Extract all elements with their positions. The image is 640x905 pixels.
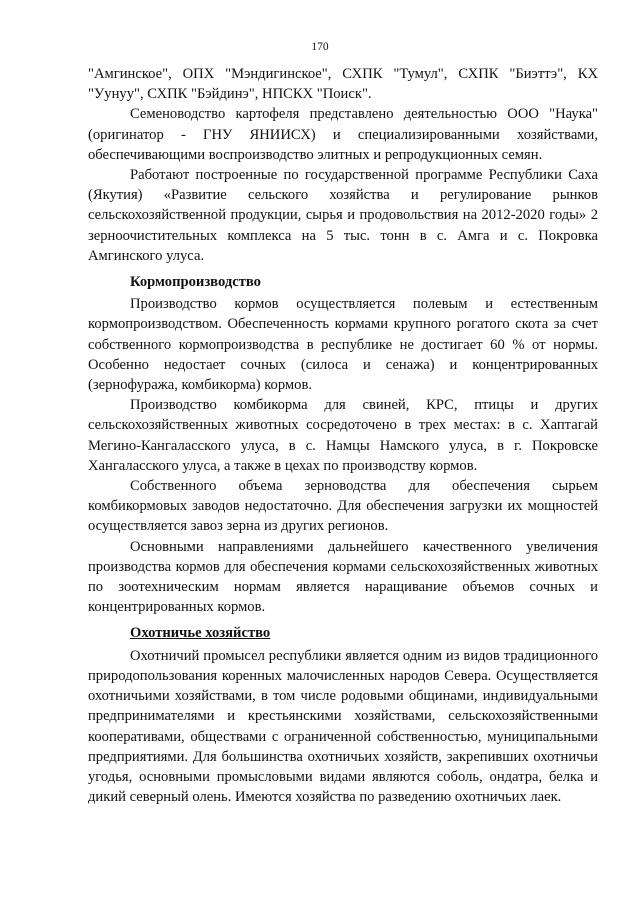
page-content: [88, 64, 598, 807]
page-number: 170: [311, 41, 329, 53]
paragraph-grain-complexes: Работают построенные по государственной программе Республики Саха (Якутия) «Развитие сельского хозяйства и регулирование рынков сельскохозяйственной продукции, сырья и продовольствия на 2012-2020 годы» 2 зерноочистительных комплекса на 5 тыс. тонн в с. Амга и с. Покровка Амгинского улуса.: [88, 167, 598, 264]
paragraph-fodder-3: Собственного объема зерноводства для обеспечения сырьем комбикормовых заводов недостаточно. Для обеспечения загрузки их мощностей осуществляется завоз зерна из других регионов.: [88, 478, 598, 535]
paragraph-hunting-1: Охотничий промысел республики является одним из видов традиционного природопользования коренных малочисленных народов Севера. Осуществляется охотничьими хозяйствами, в том числе родовыми общинами, индивидуальными предпринимателями и крестьянскими хозяйствами, сельскохозяйственными кооперативами, обществами с ограниченной собственностью, муниципальными предприятиями. Для большинства охотничьих хозяйств, закрепивших охотничьи угодья, основными промысловыми видами являются соболь, ондатра, белка и дикий северный олень. Имеются хозяйства по разведению охотничьих лаек.: [88, 647, 598, 806]
heading-fodder-production: Кормопроизводство: [130, 274, 261, 291]
paragraph-potato-seeds: Семеноводство картофеля представлено деятельностью ООО "Наука" (оригинатор - ГНУ ЯНИИСХ) и специализированными хозяйствами, обеспечивающими воспроизводство элитных и репродукционных семян.: [88, 106, 598, 163]
heading-hunting: [88, 623, 598, 643]
paragraph-fodder-1: Производство кормов осуществляется полевым и естественным кормопроизводством. Обеспеченность кормами крупного рогатого скота за счет собственного кормопроизводства в республике не достигает 60 % от нормы. Особенно недостает сочных (силоса и сенажа) и концентрированных (зернофуража, комбикорма) кормов.: [88, 296, 598, 394]
paragraph-fodder-4: Основными направлениями дальнейшего качественного увеличения производства кормов для обеспечения кормами сельскохозяйственных животных по зоотехническим нормам является наращивание объемов сочных и концентрированных кормов.: [88, 538, 598, 616]
paragraph-farms-list: "Амгинское", ОПХ "Мэндигинское", СХПК "Тумул", СХПК "Биэттэ", КХ "Уунуу", СХПК "Бэйдинэ", НПСКХ "Поиск".: [88, 66, 598, 103]
paragraph-fodder-2: Производство комбикорма для свиней, КРС, птицы и других сельскохозяйственных животных сосредоточено в трех местах: в с. Хаптагай Мегино-Кангаласского улуса, в с. Намцы Намского улуса, в г. Покровске Хангаласского улуса, а также в цехах по производству кормов.: [88, 397, 598, 474]
heading-hunting-text: Охотничье хозяйство: [130, 625, 271, 642]
